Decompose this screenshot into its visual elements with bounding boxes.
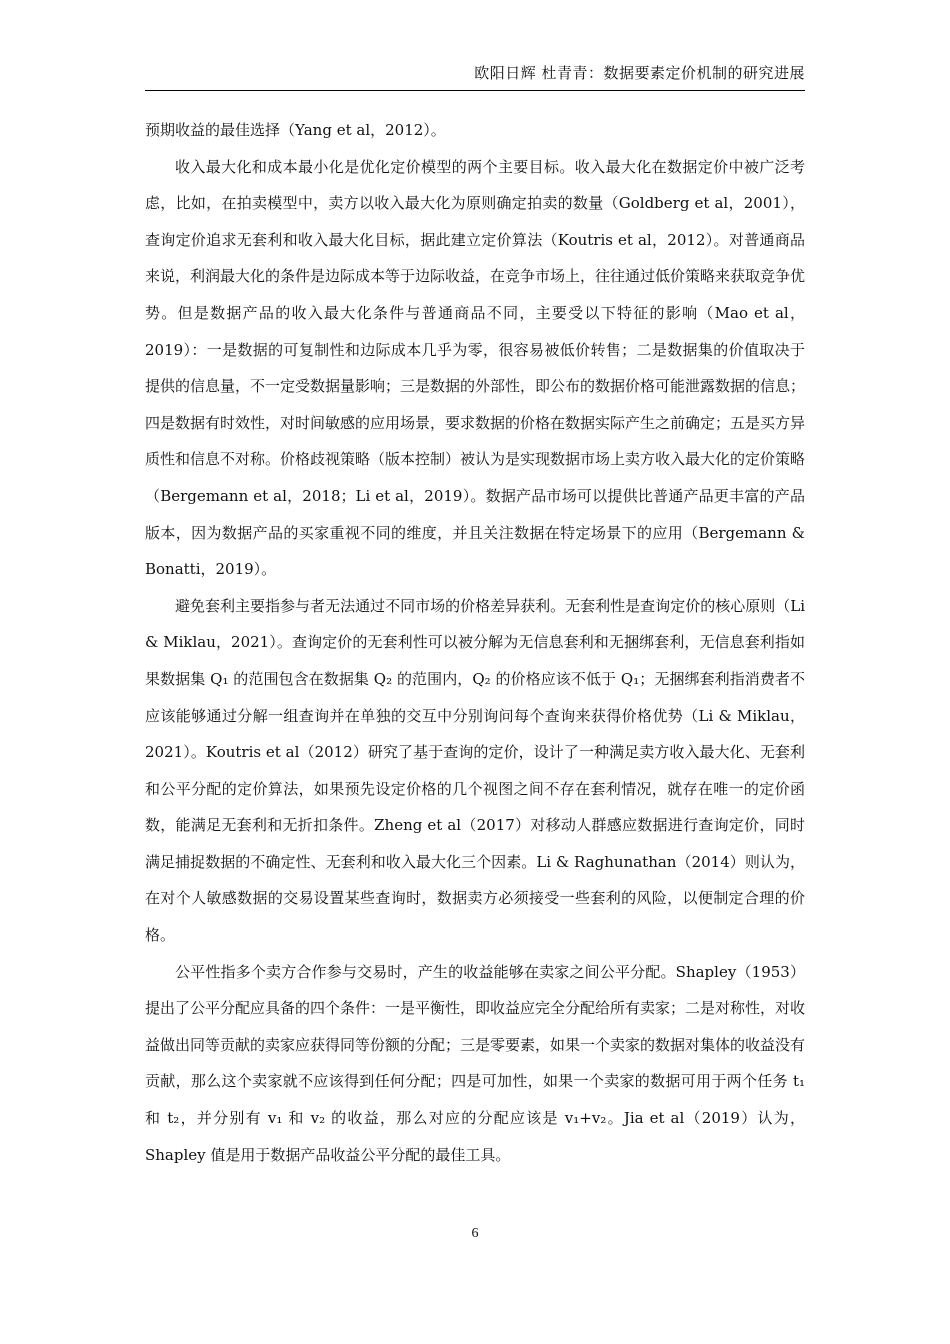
header-rule [145,90,805,91]
paragraph-no-arbitrage: 避免套利主要指参与者无法通过不同市场的价格差异获利。无套利性是查询定价的核心原则（Li & Miklau，2021）。查询定价的无套利性可以被分解为无信息套利和无捆绑套利，无信息套利指如果数据集 Q₁ 的范围包含在数据集 Q₂ 的范围内，Q₂ 的价格应该不低于 Q₁；无捆绑套利指消费者不应该能够通过分解一组查询并在单独的交互中分别询问每个查询来获得价格优势（Li & Miklau，2021）。Koutris et al（2012）研究了基于查询的定价，设计了一种满足卖方收入最大化、无套利和公平分配的定价算法，如果预先设定价格的几个视图之间不存在套利情况，就存在唯一的定价函数，能满足无套利和无折扣条件。Zheng et al（2017）对移动人群感应数据进行查询定价，同时满足捕捉数据的不确定性、无套利和收入最大化三个因素。Li & Raghunathan（2014）则认为，在对个人敏感数据的交易设置某些查询时，数据卖方必须接受一些套利的风险，以便制定合理的价格。 [145,596,805,945]
paragraph-revenue-maximization: 收入最大化和成本最小化是优化定价模型的两个主要目标。收入最大化在数据定价中被广泛考虑，比如，在拍卖模型中，卖方以收入最大化为原则确定拍卖的数量（Goldberg et al，2001），查询定价追求无套利和收入最大化目标，据此建立定价算法（Koutris et al，2012）。对普通商品来说，利润最大化的条件是边际成本等于边际收益，在竞争市场上，往往通过低价策略来获取竞争优势。但是数据产品的收入最大化条件与普通商品不同，主要受以下特征的影响（Mao et al，2019）：一是数据的可复制性和边际成本几乎为零，很容易被低价转售；二是数据集的价值取决于提供的信息量，不一定受数据量影响；三是数据的外部性，即公布的数据价格可能泄露数据的信息；四是数据有时效性，对时间敏感的应用场景，要求数据的价格在数据实际产生之前确定；五是买方异质性和信息不对称。价格歧视策略（版本控制）被认为是实现数据市场上卖方收入最大化的定价策略（Bergemann et al，2018；Li et al，2019）。数据产品市场可以提供比普通产品更丰富的产品版本，因为数据产品的买家重视不同的维度，并且关注数据在特定场景下的应用（Bergemann & Bonatti，2019）。 [145,157,806,579]
page-number: 6 [471,1226,479,1241]
running-header: 欧阳日辉 杜青青：数据要素定价机制的研究进展 [474,64,805,82]
paragraph-fairness: 公平性指多个卖方合作参与交易时，产生的收益能够在卖家之间公平分配。Shapley（1953）提出了公平分配应具备的四个条件：一是平衡性，即收益应完全分配给所有卖家；二是对称性，对收益做出同等贡献的卖家应获得同等份额的分配；三是零要素，如果一个卖家的数据对集体的收益没有贡献，那么这个卖家就不应该得到任何分配；四是可加性，如果一个卖家的数据可用于两个任务 t₁ 和 t₂，并分别有 v₁ 和 v₂ 的收益，那么对应的分配应该是 v₁+v₂。Jia et al（2019）认为，Shapley 值是用于数据产品收益公平分配的最佳工具。 [145,962,806,1164]
paragraph-continuation: 预期收益的最佳选择（Yang et al，2012）。 [145,121,446,139]
body-text [145,112,805,1173]
